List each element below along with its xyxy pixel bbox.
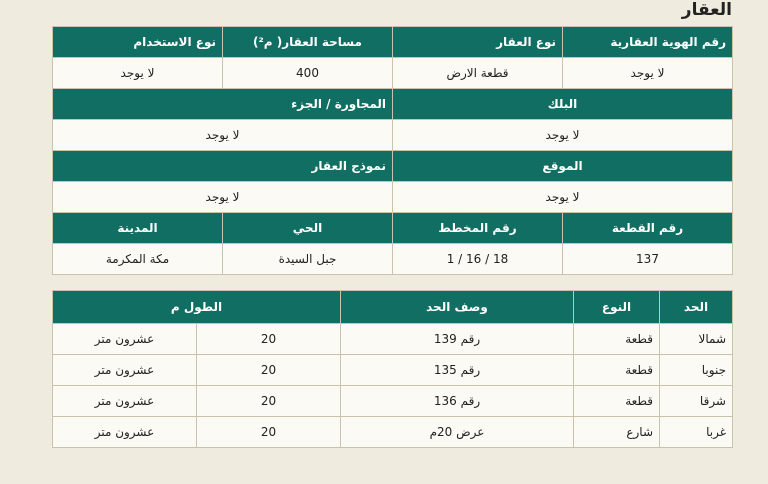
property-model-header: نموذج العقار: [53, 151, 393, 182]
boundaries-table: [52, 290, 733, 448]
property-value-row-4: [53, 244, 733, 275]
type-header: النوع: [574, 291, 660, 324]
side-header: الحد: [660, 291, 733, 324]
side-cell: شرقا: [660, 386, 733, 417]
length-number-cell: 20: [197, 324, 341, 355]
location-value: لا يوجد: [393, 182, 733, 213]
plan-number-value: 18 / 16 / 1: [393, 244, 563, 275]
side-cell: شمالا: [660, 324, 733, 355]
property-id-header: رقم الهوية العقارية: [563, 27, 733, 58]
table-row: [53, 355, 733, 386]
length-text-cell: عشرون متر: [53, 355, 197, 386]
length-number-cell: 20: [197, 355, 341, 386]
length-number-cell: 20: [197, 386, 341, 417]
property-id-value: لا يوجد: [563, 58, 733, 89]
neighborhood-part-value: لا يوجد: [53, 120, 393, 151]
table-row: [53, 386, 733, 417]
property-model-value: لا يوجد: [53, 182, 393, 213]
length-text-cell: عشرون متر: [53, 386, 197, 417]
property-type-value: قطعة الارض: [393, 58, 563, 89]
property-type-header: نوع العقار: [393, 27, 563, 58]
property-value-row-1: [53, 58, 733, 89]
property-value-row-3: [53, 182, 733, 213]
district-value: جبل السيدة: [223, 244, 393, 275]
type-cell: شارع: [574, 417, 660, 448]
description-cell: رقم 139: [341, 324, 574, 355]
property-header-row-1: [53, 27, 733, 58]
length-number-cell: 20: [197, 417, 341, 448]
property-header-row-2: [53, 89, 733, 120]
property-value-row-2: [53, 120, 733, 151]
table-row: [53, 324, 733, 355]
side-cell: جنوبا: [660, 355, 733, 386]
type-cell: قطعة: [574, 355, 660, 386]
boundaries-header-row: [53, 291, 733, 324]
type-cell: قطعة: [574, 386, 660, 417]
block-value: لا يوجد: [393, 120, 733, 151]
plan-number-header: رقم المخطط: [393, 213, 563, 244]
property-area-value: 400: [223, 58, 393, 89]
neighborhood-part-header: المجاورة / الجزء: [53, 89, 393, 120]
block-header: البلك: [393, 89, 733, 120]
city-value: مكة المكرمة: [53, 244, 223, 275]
description-cell: عرض 20م: [341, 417, 574, 448]
property-header-row-4: [53, 213, 733, 244]
page-title: العقار: [681, 0, 732, 20]
property-area-header: مساحة العقار( م²): [223, 27, 393, 58]
description-header: وصف الحد: [341, 291, 574, 324]
length-text-cell: عشرون متر: [53, 417, 197, 448]
usage-type-header: نوع الاستخدام: [53, 27, 223, 58]
side-cell: غربا: [660, 417, 733, 448]
length-header: الطول م: [53, 291, 341, 324]
usage-type-value: لا يوجد: [53, 58, 223, 89]
plot-number-header: رقم القطعة: [563, 213, 733, 244]
length-text-cell: عشرون متر: [53, 324, 197, 355]
description-cell: رقم 135: [341, 355, 574, 386]
district-header: الحي: [223, 213, 393, 244]
plot-number-value: 137: [563, 244, 733, 275]
property-table: [52, 26, 733, 275]
property-header-row-3: [53, 151, 733, 182]
type-cell: قطعة: [574, 324, 660, 355]
description-cell: رقم 136: [341, 386, 574, 417]
table-row: [53, 417, 733, 448]
city-header: المدينة: [53, 213, 223, 244]
location-header: الموقع: [393, 151, 733, 182]
